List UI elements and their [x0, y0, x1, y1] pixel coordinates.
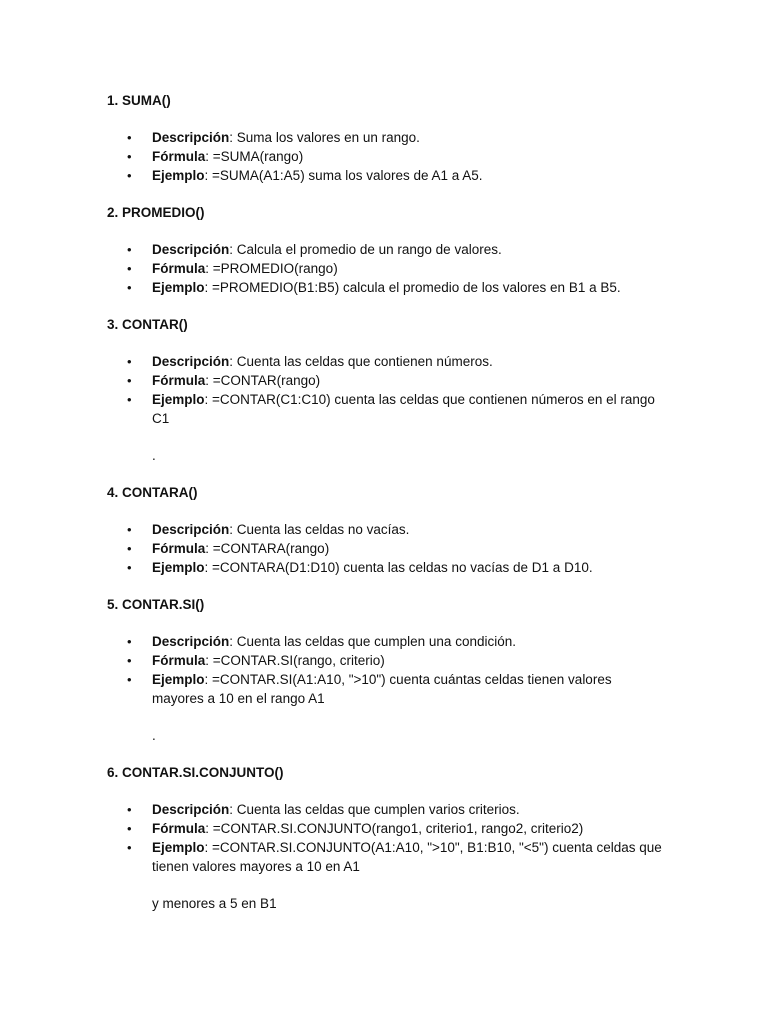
item-term: Descripción	[152, 354, 230, 369]
bullet: •	[127, 149, 132, 164]
item-text: =CONTAR.SI(A1:A10, ">10") cuenta cuántas celdas tienen valores	[208, 672, 612, 687]
trailing-text: .	[152, 448, 156, 463]
item-text: =CONTAR(rango)	[209, 373, 321, 388]
bullet: •	[127, 261, 132, 276]
item-text: =CONTAR(C1:C10) cuenta las celdas que contienen números en el rango	[208, 392, 655, 407]
item-separator: :	[204, 672, 209, 687]
item-separator: :	[205, 821, 210, 836]
section-title: 1. SUMA()	[107, 93, 171, 108]
section-title: 3. CONTAR()	[107, 317, 188, 332]
bullet: •	[127, 280, 132, 295]
section-title: 5. CONTAR.SI()	[107, 597, 205, 612]
item-term: Fórmula	[152, 541, 206, 556]
section-title: 6. CONTAR.SI.CONJUNTO()	[107, 765, 284, 780]
bullet: •	[127, 392, 132, 407]
bullet: •	[127, 242, 132, 257]
item-text: =CONTAR.SI(rango, criterio)	[209, 653, 385, 668]
item-term: Descripción	[152, 634, 230, 649]
list-item	[152, 521, 409, 539]
item-text: =SUMA(rango)	[209, 149, 304, 164]
list-item	[152, 839, 662, 857]
list-item	[152, 391, 655, 409]
item-separator: :	[204, 280, 209, 295]
item-separator: :	[229, 802, 234, 817]
list-item	[152, 820, 583, 838]
list-item	[152, 671, 612, 689]
list-item	[152, 279, 621, 297]
item-term: Ejemplo	[152, 840, 205, 855]
item-text: =CONTARA(rango)	[209, 541, 330, 556]
item-text: =PROMEDIO(rango)	[209, 261, 338, 276]
item-term: Descripción	[152, 242, 230, 257]
item-term: Fórmula	[152, 261, 206, 276]
list-item-continuation: mayores a 10 en el rango A1	[152, 691, 325, 706]
trailing-text: y menores a 5 en B1	[152, 896, 277, 911]
bullet: •	[127, 130, 132, 145]
item-term: Ejemplo	[152, 560, 205, 575]
list-item	[152, 129, 420, 147]
item-term: Fórmula	[152, 373, 206, 388]
bullet: •	[127, 354, 132, 369]
bullet: •	[127, 802, 132, 817]
item-term: Descripción	[152, 802, 230, 817]
item-term: Fórmula	[152, 653, 206, 668]
item-separator: :	[205, 261, 210, 276]
bullet: •	[127, 522, 132, 537]
bullet: •	[127, 168, 132, 183]
item-separator: :	[204, 168, 209, 183]
item-separator: :	[205, 541, 210, 556]
item-separator: :	[205, 373, 210, 388]
list-item	[152, 633, 516, 651]
item-separator: :	[205, 149, 210, 164]
list-item	[152, 372, 320, 390]
item-separator: :	[229, 522, 234, 537]
bullet: •	[127, 634, 132, 649]
list-item	[152, 241, 502, 259]
bullet: •	[127, 821, 132, 836]
bullet: •	[127, 541, 132, 556]
list-item	[152, 167, 483, 185]
item-text: =CONTAR.SI.CONJUNTO(A1:A10, ">10", B1:B10, "<5") cuenta celdas que	[208, 840, 662, 855]
item-text: =CONTARA(D1:D10) cuenta las celdas no vacías de D1 a D10.	[208, 560, 593, 575]
item-text: Calcula el promedio de un rango de valores.	[233, 242, 502, 257]
item-separator: :	[229, 354, 234, 369]
item-term: Ejemplo	[152, 280, 205, 295]
item-term: Descripción	[152, 522, 230, 537]
section-title: 4. CONTARA()	[107, 485, 198, 500]
item-separator: :	[204, 840, 209, 855]
item-term: Fórmula	[152, 149, 206, 164]
item-term: Ejemplo	[152, 672, 205, 687]
section-title: 2. PROMEDIO()	[107, 205, 205, 220]
list-item	[152, 540, 329, 558]
item-term: Descripción	[152, 130, 230, 145]
item-separator: :	[204, 392, 209, 407]
item-text: =PROMEDIO(B1:B5) calcula el promedio de los valores en B1 a B5.	[208, 280, 621, 295]
item-separator: :	[229, 130, 234, 145]
item-text: Cuenta las celdas que cumplen una condición.	[233, 634, 516, 649]
list-item	[152, 559, 593, 577]
item-separator: :	[229, 242, 234, 257]
list-item	[152, 652, 385, 670]
item-separator: :	[229, 634, 234, 649]
item-term: Fórmula	[152, 821, 206, 836]
item-separator: :	[204, 560, 209, 575]
item-text: Cuenta las celdas no vacías.	[233, 522, 410, 537]
item-text: Cuenta las celdas que contienen números.	[233, 354, 493, 369]
list-item-continuation: tienen valores mayores a 10 en A1	[152, 859, 360, 874]
list-item-continuation: C1	[152, 411, 170, 426]
list-item	[152, 148, 303, 166]
item-term: Ejemplo	[152, 168, 205, 183]
bullet: •	[127, 840, 132, 855]
trailing-text: .	[152, 728, 156, 743]
bullet: •	[127, 672, 132, 687]
item-separator: :	[205, 653, 210, 668]
list-item	[152, 260, 338, 278]
bullet: •	[127, 560, 132, 575]
bullet: •	[127, 653, 132, 668]
item-term: Ejemplo	[152, 392, 205, 407]
item-text: Cuenta las celdas que cumplen varios criterios.	[233, 802, 520, 817]
bullet: •	[127, 373, 132, 388]
item-text: Suma los valores en un rango.	[233, 130, 420, 145]
list-item	[152, 353, 493, 371]
item-text: =SUMA(A1:A5) suma los valores de A1 a A5.	[208, 168, 483, 183]
list-item	[152, 801, 520, 819]
item-text: =CONTAR.SI.CONJUNTO(rango1, criterio1, rango2, criterio2)	[209, 821, 584, 836]
